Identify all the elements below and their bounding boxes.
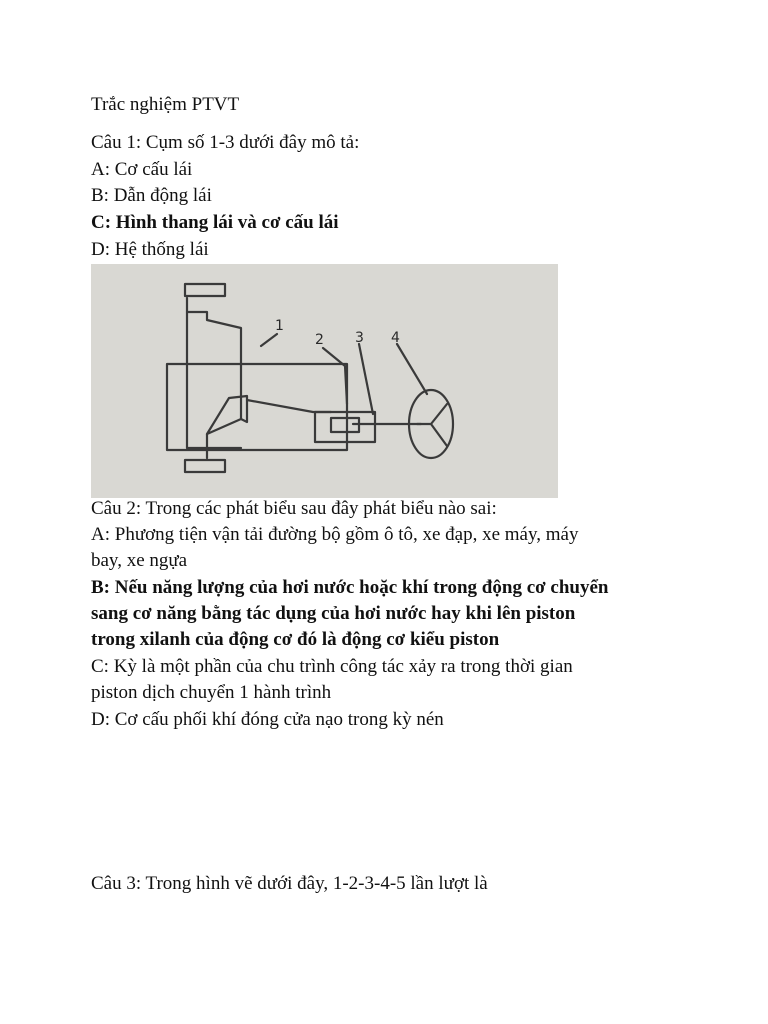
q2-option-c-line-2: piston dịch chuyển 1 hành trình xyxy=(91,682,332,703)
leader-line-4 xyxy=(397,344,427,394)
document-title: Trắc nghiệm PTVT xyxy=(91,94,240,115)
figure-label-3: 3 xyxy=(355,330,364,346)
q1-option-a: A: Cơ cấu lái xyxy=(91,159,193,180)
drag-link xyxy=(247,400,331,412)
q2-option-b-answer-line-2: sang cơ năng bằng tác dụng của hơi nước hay khi lên piston xyxy=(91,603,576,624)
front-wheel-top xyxy=(185,284,225,296)
q2-option-a-line-1: A: Phương tiện vận tải đường bộ gồm ô tô, xe đạp, xe máy, máy xyxy=(91,524,579,545)
q1-option-d: D: Hệ thống lái xyxy=(91,239,209,260)
vehicle-frame xyxy=(167,364,347,450)
figure-label-4: 4 xyxy=(391,330,400,346)
steering-gear-box xyxy=(315,412,375,442)
front-wheel-bottom xyxy=(185,460,225,472)
leader-line-2 xyxy=(323,348,347,404)
q1-option-c-answer: C: Hình thang lái và cơ cấu lái xyxy=(91,212,339,233)
q2-option-c-line-1: C: Kỳ là một phần của chu trình công tác xảy ra trong thời gian xyxy=(91,656,573,677)
axle-frame-left xyxy=(187,298,241,448)
figure-label-2: 2 xyxy=(315,332,324,348)
steering-system-diagram xyxy=(91,264,558,498)
tie-rod-arm xyxy=(207,366,241,458)
q1-option-b: B: Dẫn động lái xyxy=(91,185,212,206)
q2-option-a-line-2: bay, xe ngựa xyxy=(91,550,188,571)
steering-diagram-svg xyxy=(91,264,558,498)
steering-wheel-spokes xyxy=(417,404,447,446)
leader-line-1 xyxy=(261,334,277,346)
question-2: Câu 2: Trong các phát biểu sau đây phát biểu nào sai: xyxy=(91,498,497,519)
q2-option-b-answer-line-1: B: Nếu năng lượng của hơi nước hoặc khí trong động cơ chuyển xyxy=(91,577,609,598)
question-1: Câu 1: Cụm số 1-3 dưới đây mô tả: xyxy=(91,132,360,153)
figure-label-1: 1 xyxy=(275,318,284,334)
leader-line-3 xyxy=(359,344,373,414)
q2-option-d: D: Cơ cấu phối khí đóng cửa nạo trong kỳ nén xyxy=(91,709,444,730)
q2-option-b-answer-line-3: trong xilanh của động cơ đó là động cơ kiểu piston xyxy=(91,629,500,650)
steering-arm-top xyxy=(187,312,241,366)
question-3: Câu 3: Trong hình vẽ dưới đây, 1-2-3-4-5 lần lượt là xyxy=(91,873,488,894)
